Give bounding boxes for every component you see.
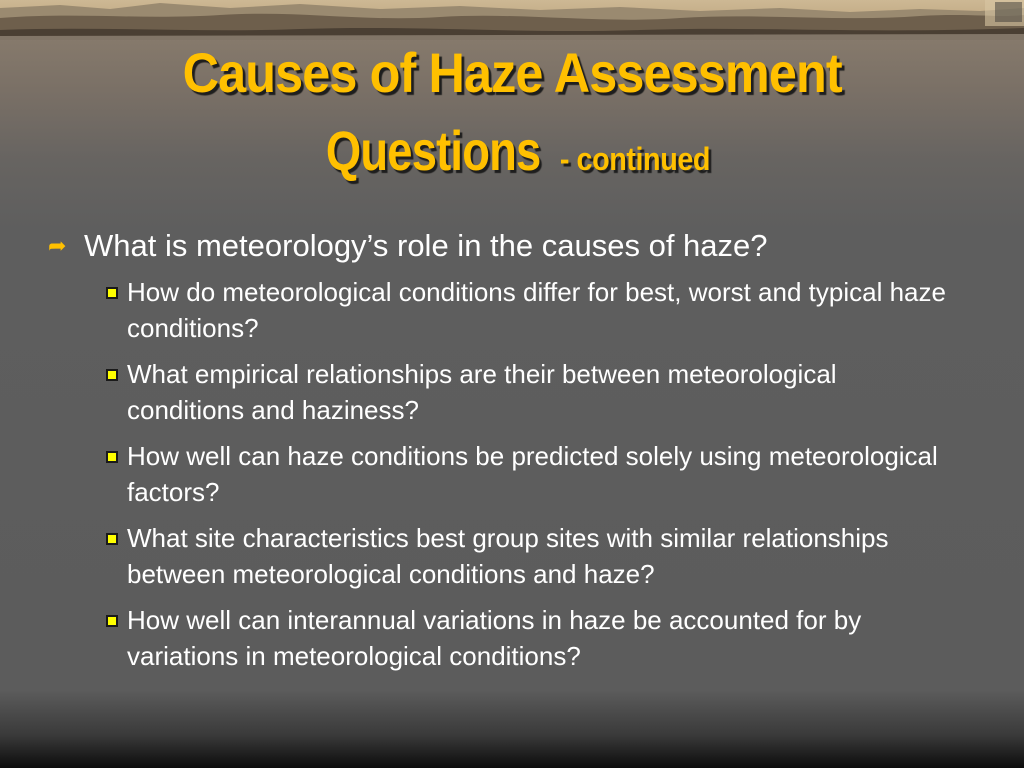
sub-question-item — [106, 438, 988, 510]
square-bullet-icon — [106, 369, 118, 381]
main-question-item — [48, 226, 988, 266]
sub-question-item — [106, 602, 988, 674]
sub-question-item — [106, 520, 988, 592]
sub-question-text: What site characteristics best group sites with similar relationships between meteorological conditions and haze? — [127, 523, 889, 589]
square-bullet-icon — [106, 451, 118, 463]
square-bullet-icon — [106, 287, 118, 299]
sub-question-text: How well can haze conditions be predicted solely using meteorological factors? — [127, 441, 938, 507]
sub-question-item — [106, 274, 988, 346]
title-continued-suffix: - continued — [552, 141, 711, 177]
sub-question-list — [106, 274, 988, 674]
curved-arrow-icon: ➦ — [48, 233, 67, 258]
slide-title — [0, 38, 1024, 194]
square-bullet-icon — [106, 533, 118, 545]
sub-question-text: How well can interannual variations in haze be accounted for by variations in meteorological conditions? — [127, 605, 862, 671]
title-questions: Questions — [325, 119, 541, 182]
slide-content — [48, 226, 988, 684]
title-line-1: Causes of Haze Assessment — [182, 41, 842, 104]
landscape-banner-image — [0, 0, 1024, 40]
sub-question-item — [106, 356, 988, 428]
sub-question-text: What empirical relationships are their between meteorological conditions and haziness? — [127, 359, 837, 425]
main-question-text: What is meteorology’s role in the causes of haze? — [84, 228, 768, 263]
sub-question-text: How do meteorological conditions differ for best, worst and typical haze conditions? — [127, 277, 946, 343]
title-line-2 — [51, 116, 973, 194]
square-bullet-icon — [106, 615, 118, 627]
